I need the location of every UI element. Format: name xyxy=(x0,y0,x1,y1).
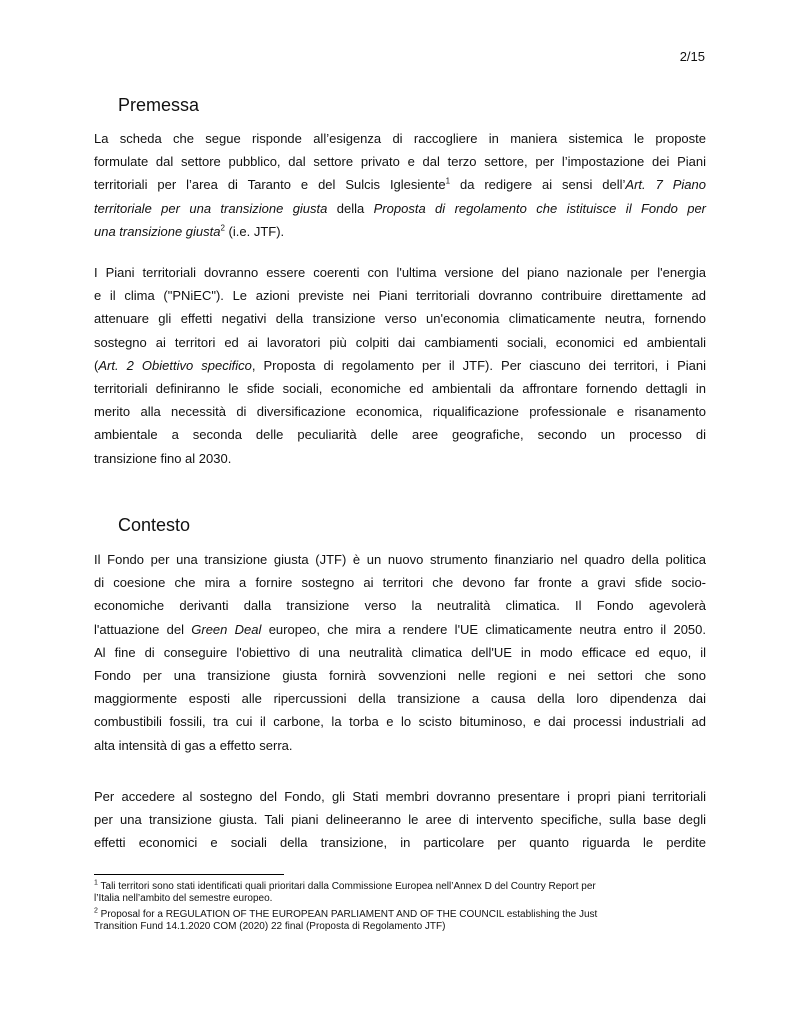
text-line: combustibili fossili, tra cui il carbone, la torba e lo scisto bituminoso, e dai processi industriali ad xyxy=(94,714,706,730)
text-line: l'attuazione del Green Deal europeo, che mira a rendere l'UE climaticamente neutra entro il 2050. xyxy=(94,621,706,637)
text-line: I Piani territoriali dovranno essere coerenti con l'ultima versione del piano nazionale per l'energia xyxy=(94,265,706,280)
text-line: e il clima ("PNiEC"). Le azioni previste nei Piani territoriali dovranno contribuire direttamente ad xyxy=(94,288,706,304)
text-line: territoriale per una transizione giusta della Proposta di regolamento che istituisce il Fondo per xyxy=(94,200,707,216)
paragraph-premessa-2 xyxy=(94,261,706,470)
text-line: territoriali per l’area di Taranto e del Sulcis Iglesiente$^1$ da redigere ai sensi dell’Art. 7 Piano xyxy=(94,177,706,193)
text-line: transizione fino al 2030. xyxy=(94,450,232,466)
footnote-number: 2 xyxy=(94,907,98,915)
text-line: Al fine di conseguire l'obiettivo di una neutralità climatica dell'UE in modo efficace ed equo, il xyxy=(94,644,706,660)
text-line: Il Fondo per una transizione giusta (JTF) è un nuovo strumento finanziario nel quadro della politica xyxy=(94,552,706,567)
text-line: Per accedere al sostegno del Fondo, gli Stati membri dovranno presentare i propri piani territoriali xyxy=(94,789,706,804)
text-line: territoriali definiranno le sfide sociali, economiche ed ambientali da affrontare fornendo dettagli in xyxy=(94,381,706,397)
page-number: 2/15 xyxy=(679,49,705,64)
footnote-1: $^1$ Tali territori sono stati identificati quali prioritari dalla Commissione Europea nell’Annex D del Country Report per l’Italia nell’ambito del semestre europeo. xyxy=(94,879,596,904)
text-line: alta intensità di gas a effetto serra. xyxy=(94,737,293,753)
text-line: effetti economici e sociali della transizione, in particolare per quanto riguarda le perdite xyxy=(94,835,706,851)
text-line: merito alla necessità di diversificazione economica, riqualificazione professionale e risanamento xyxy=(94,404,706,420)
text-line: attenuare gli effetti negativi della transizione verso un'economia climaticamente neutra, fornendo xyxy=(94,311,706,327)
text-line: economiche derivanti dalla transizione verso la neutralità climatica. Il Fondo agevolerà xyxy=(94,598,706,614)
paragraph-premessa-1 xyxy=(94,127,706,243)
text-line: Fondo per una transizione giusta fornirà sovvenzioni nelle regioni e nei settori che sono xyxy=(94,668,706,684)
footnote-ref-1[interactable]: 1 xyxy=(445,177,451,187)
text-line: ambientale a seconda delle peculiarità delle aree geografiche, secondo un processo di xyxy=(94,427,706,443)
text-line: La scheda che segue risponde all’esigenza di raccogliere in maniera sistemica le proposte xyxy=(94,131,706,146)
text-line: di coesione che mira a fornire sostegno ai territori che devono far fronte a gravi sfide socio- xyxy=(94,575,706,591)
footnote-2: $^2$ Proposal for a REGULATION OF THE EUROPEAN PARLIAMENT AND OF THE COUNCIL establishing the Just Transition Fund 14.1.2020 COM (2020) 22 final (Proposta di Regolamento JTF) xyxy=(94,907,598,932)
paragraph-contesto-2 xyxy=(94,785,706,855)
footnote-ref-2[interactable]: 2 xyxy=(220,223,225,233)
text-line: maggiormente esposti alle ripercussioni della transizione a causa della loro dipendenza dai xyxy=(94,691,706,707)
footnote-number: 1 xyxy=(94,879,98,887)
text-line: (Art. 2 Obiettivo specifico, Proposta di regolamento per il JTF). Per ciascuno dei territori, i Piani xyxy=(94,357,706,373)
paragraph-contesto-1 xyxy=(94,548,706,757)
section-heading-premessa: Premessa xyxy=(118,95,200,115)
text-line: per una transizione giusta. Tali piani delineeranno le aree di intervento specifiche, sulla base degli xyxy=(94,812,706,828)
text-line: formulate dal settore pubblico, dal settore privato e dal terzo settore, per l’impostazione dei Piani xyxy=(94,154,706,170)
section-heading-contesto: Contesto xyxy=(118,515,191,535)
text-line: una transizione giusta$^2$ (i.e. JTF). xyxy=(94,223,285,239)
footnote-separator xyxy=(94,874,284,875)
text-line: sostegno ai territori ed ai lavoratori più colpiti dai cambiamenti sociali, economici ed ambientali xyxy=(94,334,706,350)
